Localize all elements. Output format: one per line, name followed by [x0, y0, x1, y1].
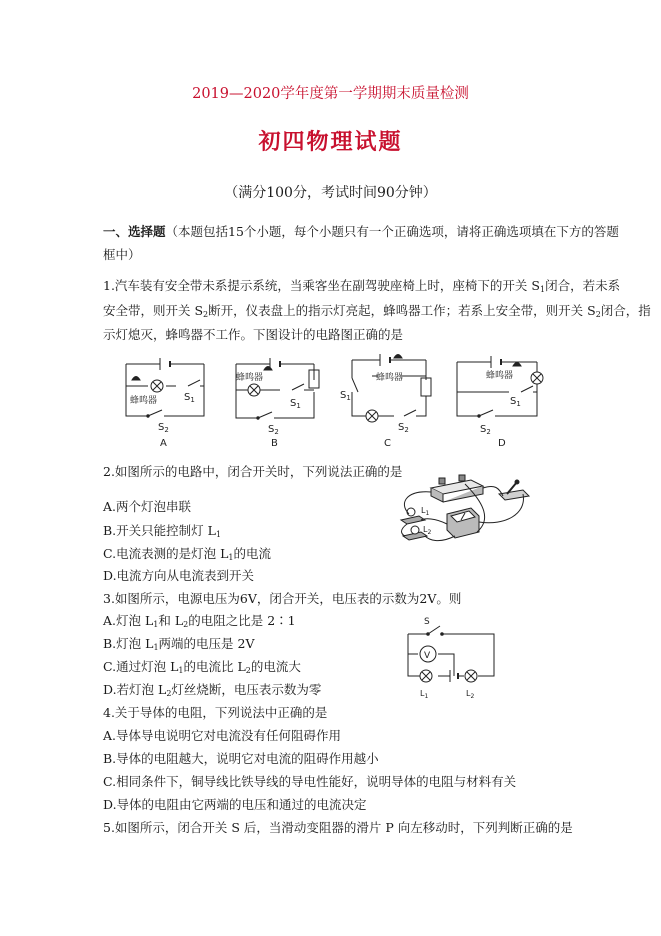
q2-option-a: A.两个灯泡串联 [103, 499, 192, 514]
circuit-a [126, 358, 204, 417]
q4-option-b: B.导体的电阻越大，说明它对电流的阻碍作用越小 [103, 751, 379, 766]
circuit-c-s2-label: $S_2$ [398, 422, 409, 434]
q2-circuit-photo [395, 474, 533, 550]
circuit-b-buzzer-label: 蜂鸣器 [236, 373, 264, 383]
q1-line3: 示灯熄灭，蜂鸣器不工作。下图设计的电路图正确的是 [103, 327, 404, 342]
circuit-c [352, 354, 431, 422]
q3-voltmeter-label: V [424, 651, 431, 661]
q4-option-a: A.导体导电说明它对电流没有任何阻碍作用 [103, 728, 342, 743]
subject-title: 初四物理试题 [258, 129, 403, 155]
q2-stem: 2.如图所示的电路中，闭合开关时，下列说法正确的是 [103, 464, 403, 479]
q2-option-c: C.电流表测的是灯泡 $L_1$的电流 [103, 546, 271, 562]
circuit-b-s2-label: $S_2$ [268, 424, 279, 436]
circuit-d-buzzer-label: 蜂鸣器 [486, 371, 514, 381]
q3-option-b: B.灯泡 $L_1$两端的电压是 2V [103, 636, 255, 652]
q3-option-d: D.若灯泡 $L_2$灯丝烧断，电压表示数为零 [103, 682, 322, 698]
circuit-a-label: A [160, 438, 167, 448]
score-time: （满分100分，考试时间90分钟） [224, 185, 437, 201]
section-intro-line1 [103, 223, 619, 241]
q4-stem: 4.关于导体的电阻，下列说法中正确的是 [103, 705, 328, 720]
q5-stem: 5.如图所示，闭合开关 S 后，当滑动变阻器的滑片 P 向左移动时，下列判断正确的是 [103, 820, 573, 835]
circuit-a-s1-label: $S_1$ [184, 392, 195, 404]
exam-title: 2019—2020学年度第一学期期末质量检测 [192, 86, 469, 102]
q3-stem: 3.如图所示，电源电压为6V，闭合开关，电压表的示数为2V。则 [103, 591, 462, 606]
q4-option-d: D.导体的电阻由它两端的电压和通过的电流决定 [103, 797, 367, 812]
q4-option-c: C.相同条件下，铜导线比铁导线的导电性能好，说明导体的电阻与材料有关 [103, 774, 517, 789]
q3-circuit-diagram [398, 612, 508, 702]
circuit-c-s1-label: $S_1$ [340, 390, 351, 402]
q2-l1-label: $L_1$ [421, 506, 430, 517]
q2-option-b: B.开关只能控制灯 $L_1$ [103, 523, 222, 539]
q3-s-label: S [424, 617, 430, 627]
circuit-a-s2-label: $S_2$ [158, 422, 169, 434]
section-intro: （本题包括15个小题，每个小题只有一个正确选项，请将正确选项填在下方的答题 [165, 224, 619, 239]
circuit-d-s1-label: $S_1$ [510, 396, 521, 408]
q2-l2-label: $L_2$ [423, 525, 432, 536]
circuit-d-s2-label: $S_2$ [480, 424, 491, 436]
section-title: 一、选择题 [103, 224, 166, 239]
q3-option-a: A.灯泡 $L_1$和 $L_2$的电阻之比是 2∶1 [103, 613, 296, 629]
circuit-c-label: C [384, 438, 391, 448]
circuit-d-label: D [498, 438, 506, 448]
circuit-b-s1-label: $S_1$ [290, 398, 301, 410]
q3-l1-label: $L_1$ [420, 689, 429, 700]
circuit-c-buzzer-label: 蜂鸣器 [376, 373, 404, 383]
q1-circuit-diagrams [118, 348, 548, 448]
q3-l2-label: $L_2$ [466, 689, 475, 700]
section-intro-line2: 框中） [103, 247, 141, 262]
circuit-b [236, 358, 319, 419]
q1-line1: 1.汽车装有安全带未系提示系统，当乘客坐在副驾驶座椅上时，座椅下的开关 $S_1$闭合，若未系 [103, 278, 621, 294]
circuit-d [457, 356, 543, 417]
q1-line2: 安全带，则开关 $S_2$断开，仪表盘上的指示灯亮起，蜂鸣器工作；若系上安全带，则开关 $S_2$闭合，指 [103, 303, 651, 319]
circuit-a-buzzer-label: 蜂鸣器 [130, 396, 158, 406]
q2-option-d: D.电流方向从电流表到开关 [103, 568, 255, 583]
q3-option-c: C.通过灯泡 $L_1$的电流比 $L_2$的电流大 [103, 659, 301, 675]
circuit-b-label: B [271, 438, 278, 448]
